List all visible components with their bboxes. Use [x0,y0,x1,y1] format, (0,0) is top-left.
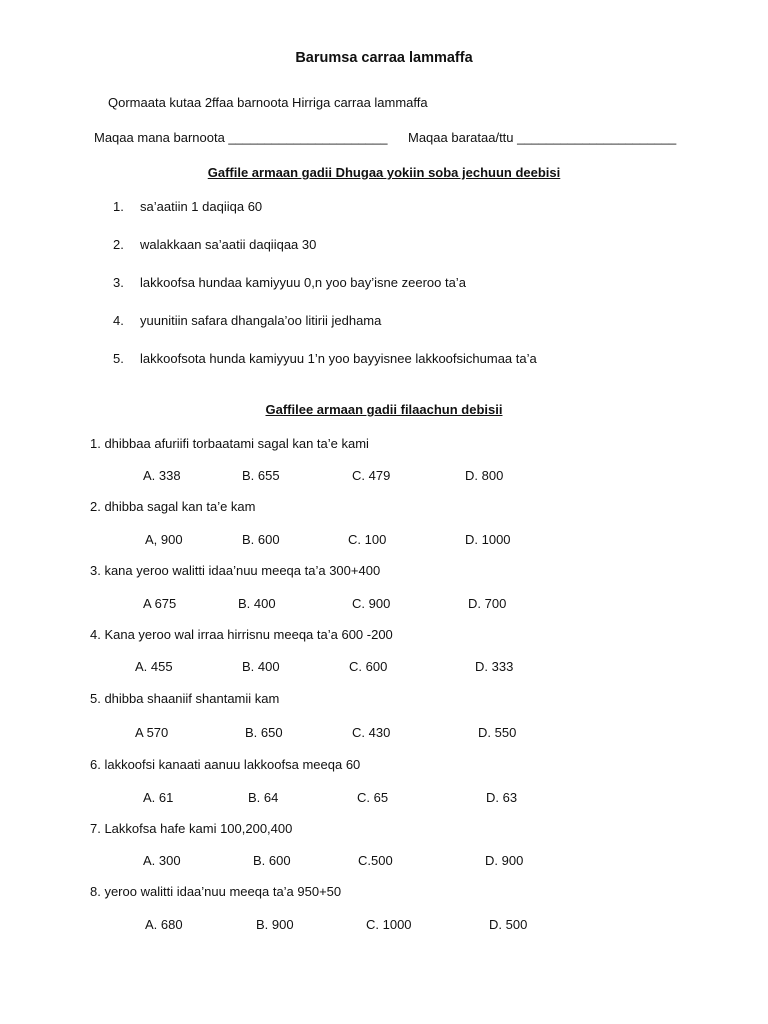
option-c: C. 430 [352,725,391,740]
option-c: C. 1000 [366,917,412,932]
tf-item-number: 1. [113,199,124,214]
option-d: D. 900 [485,853,524,868]
option-b: B. 400 [238,596,276,611]
option-d: D. 1000 [465,532,511,547]
option-c: C. 479 [352,468,391,483]
tf-item-text: yuunitiin safara dhangala’oo litirii jedhama [140,313,382,328]
question-text: 4. Kana yeroo wal irraa hirrisnu meeqa ta’a 600 -200 [90,627,393,642]
question-text: 5. dhibba shaaniif shantamii kam [90,691,280,706]
option-b: B. 400 [242,659,280,674]
option-a: A, 900 [145,532,183,547]
option-b: B. 655 [242,468,280,483]
option-b: B. 64 [248,790,279,805]
option-a: A. 680 [145,917,183,932]
option-a: A. 61 [143,790,174,805]
question-text: 3. kana yeroo walitti idaa’nuu meeqa ta’a 300+400 [90,563,381,578]
school-name-field: Maqaa mana barnoota ______________________ [94,130,388,145]
option-a: A 570 [135,725,169,740]
option-b: B. 600 [253,853,291,868]
tf-item-text: sa’aatiin 1 daqiiqa 60 [140,199,263,214]
page-title: Barumsa carraa lammaffa [295,50,473,66]
question-text: 2. dhibba sagal kan ta’e kam [90,499,256,514]
option-d: D. 550 [478,725,517,740]
tf-item-text: walakkaan sa’aatii daqiiqaa 30 [140,237,317,252]
section-true-false-heading: Gaffile armaan gadii Dhugaa yokiin soba jechuun deebisi [207,165,561,180]
option-d: D. 800 [465,468,504,483]
option-c: C. 600 [349,659,388,674]
option-b: B. 650 [245,725,283,740]
option-c: C.500 [358,853,393,868]
option-a: A. 455 [135,659,173,674]
tf-item-text: lakkoofsota hunda kamiyyuu 1’n yoo bayyisnee lakkoofsichumaa ta’a [140,351,537,366]
option-c: C. 900 [352,596,391,611]
tf-item-number: 4. [113,313,124,328]
question-text: 1. dhibbaa afuriifi torbaatami sagal kan ta’e kami [90,436,369,451]
option-d: D. 63 [486,790,518,805]
tf-item-number: 5. [113,351,124,366]
option-a: A 675 [143,596,177,611]
question-text: 7. Lakkofsa hafe kami 100,200,400 [90,821,293,836]
option-d: D. 700 [468,596,507,611]
tf-item-number: 3. [113,275,124,290]
option-c: C. 65 [357,790,389,805]
question-text: 6. lakkoofsi kanaati aanuu lakkoofsa meeqa 60 [90,757,361,772]
student-name-field: Maqaa barataa/ttu ______________________ [408,130,677,145]
tf-item-number: 2. [113,237,124,252]
option-b: B. 600 [242,532,280,547]
option-a: A. 338 [143,468,181,483]
question-text: 8. yeroo walitti idaa’nuu meeqa ta’a 950+50 [90,884,342,899]
section-multiple-choice-heading: Gaffilee armaan gadii filaachun debisii [265,402,503,417]
exam-subtitle: Qormaata kutaa 2ffaa barnoota Hirriga carraa lammaffa [108,95,428,110]
option-b: B. 900 [256,917,294,932]
option-c: C. 100 [348,532,387,547]
option-d: D. 333 [475,659,514,674]
option-d: D. 500 [489,917,528,932]
tf-item-text: lakkoofsa hundaa kamiyyuu 0,n yoo bay’isne zeeroo ta’a [140,275,466,290]
option-a: A. 300 [143,853,181,868]
